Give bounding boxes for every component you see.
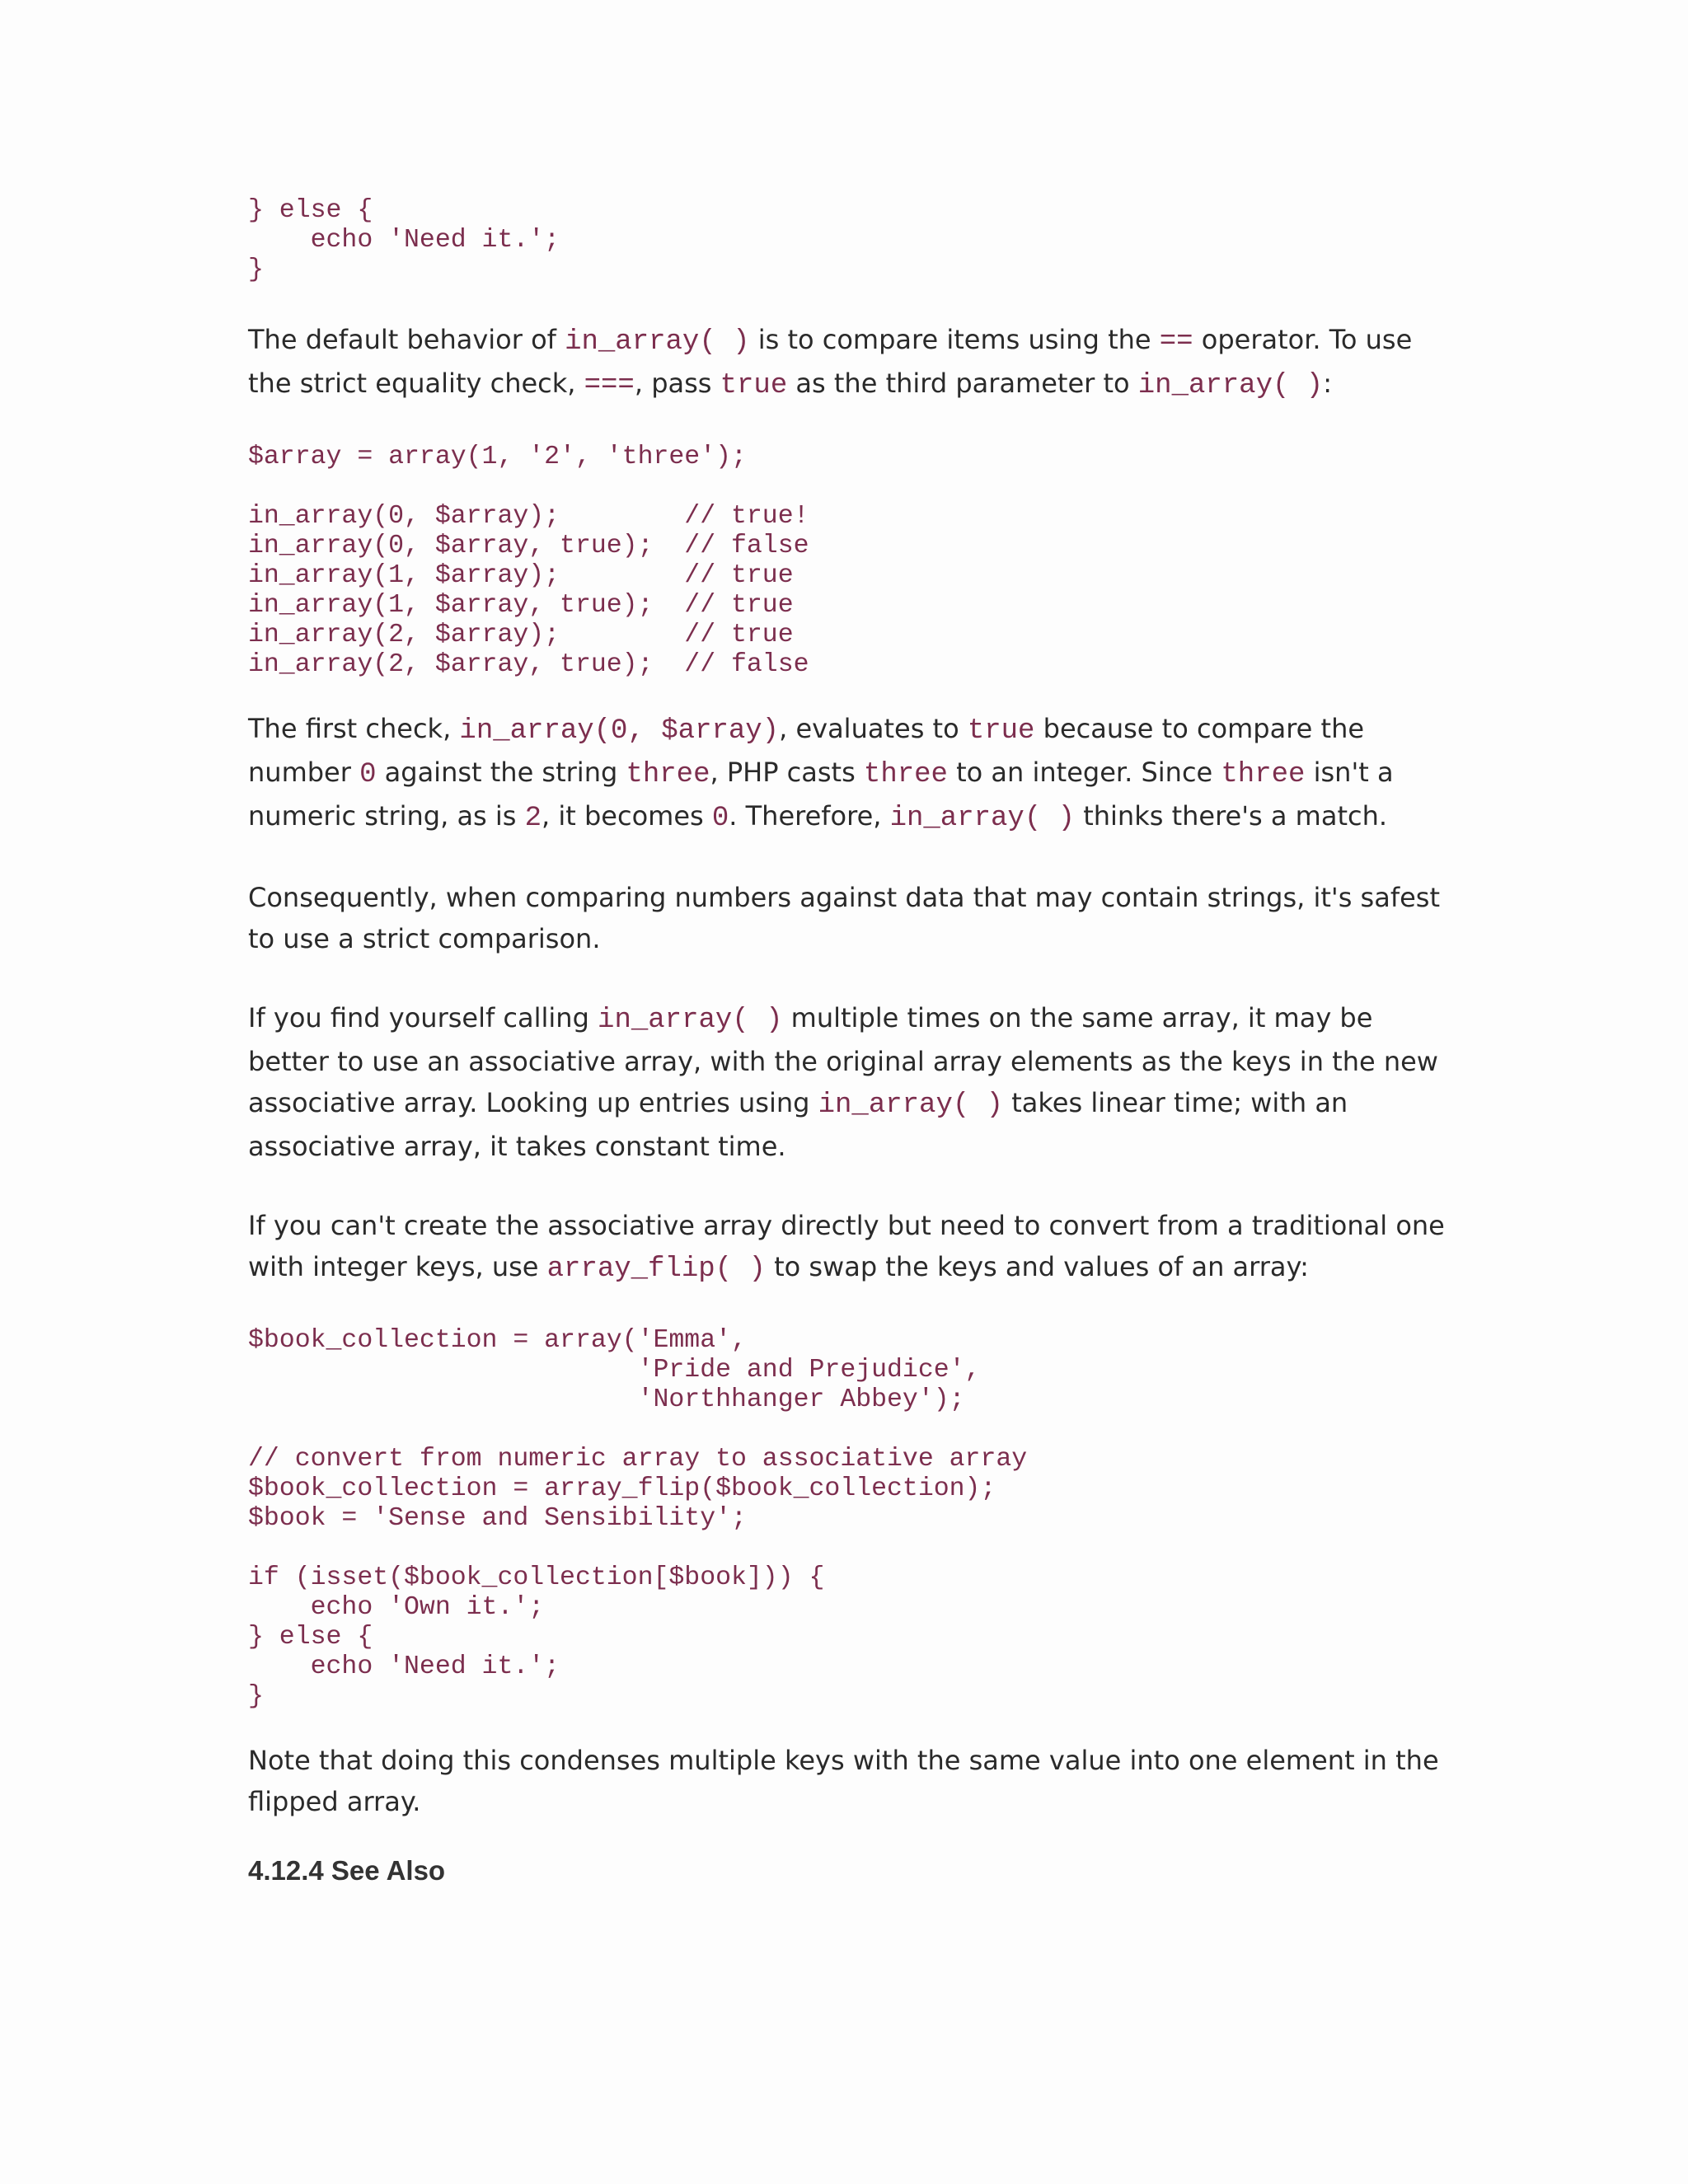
code-block-else: } else { echo 'Need it.'; } (248, 196, 560, 284)
inline-code: in_array( ) (598, 1005, 783, 1036)
document-page (248, 196, 1451, 1886)
paragraph-first-check (248, 708, 1451, 839)
inline-code: array_flip( ) (546, 1254, 766, 1285)
text-span: isn't a numeric string, as is (248, 757, 1394, 832)
text-span: to swap the keys and values of an array: (765, 1251, 1309, 1282)
text-span: to an integer. Since (947, 757, 1221, 788)
text-span: as the third parameter to (787, 368, 1138, 399)
text-span: thinks there's a match. (1075, 800, 1388, 832)
inline-code: three (1221, 759, 1306, 790)
text-span: The first check, (248, 713, 460, 744)
inline-code: three (626, 759, 710, 790)
inline-code: in_array( ) (1137, 370, 1324, 401)
text-span: : (1323, 368, 1332, 399)
inline-code: 0 (359, 759, 377, 790)
inline-code: true (967, 715, 1035, 747)
paragraph-note: Note that doing this condenses multiple keys with the same value into one element in the flipped array. (248, 1745, 1439, 1817)
inline-code: in_array(0, $array) (459, 715, 780, 747)
text-span: operator. To use the strict equality check, (248, 324, 1413, 399)
text-span: , it becomes (542, 800, 712, 832)
inline-code: in_array( ) (889, 803, 1076, 834)
paragraph-default-behavior (248, 319, 1451, 406)
inline-code: 0 (711, 803, 729, 834)
text-span: , evaluates to (779, 713, 968, 744)
section-heading: 4.12.4 See Also (248, 1855, 446, 1886)
inline-code: 2 (524, 803, 542, 834)
text-span: . Therefore, (729, 800, 890, 832)
paragraph-multiple-calls (248, 997, 1451, 1167)
text-span: against the string (376, 757, 626, 788)
text-span: takes linear time; with an associative array, it takes constant time. (248, 1087, 1348, 1162)
inline-code: == (1159, 326, 1193, 358)
text-span: If you can't create the associative array directly but need to convert from a traditional one with integer keys, use (248, 1210, 1445, 1282)
text-span: If you find yourself calling (248, 1002, 598, 1033)
inline-code: === (584, 370, 635, 401)
paragraph-consequently: Consequently, when comparing numbers against data that may contain strings, it's safest to use a strict comparison. (248, 882, 1440, 954)
inline-code: true (720, 370, 788, 401)
text-span: is to compare items using the (749, 324, 1160, 355)
code-block-in-array-examples: $array = array(1, '2', 'three'); in_array(0, $array); // true! in_array(0, $array, true); // false in_array(1, $array); // true in_array(1, $array, true); // true in_array(2, $array); // true in_array(2, $array, true); // false (248, 443, 809, 679)
text-span: The default behavior of (248, 324, 565, 355)
text-span: , pass (634, 368, 720, 399)
inline-code: three (863, 759, 948, 790)
text-span: , PHP casts (710, 757, 864, 788)
paragraph-array-flip (248, 1205, 1451, 1290)
inline-code: in_array( ) (818, 1090, 1004, 1121)
text-span: because to compare the number (248, 713, 1365, 788)
code-block-book-collection: $book_collection = array('Emma', 'Pride and Prejudice', 'Northhanger Abbey'); // convert from numeric array to associative array $book_collection = array_flip($book_collection); $book = 'Sense and Sensibility'; if (isset($book_collection[$book])) { echo 'Own it.'; } else { echo 'Need it.'; } (248, 1326, 1028, 1711)
text-span: multiple times on the same array, it may be better to use an associative array, with the original array elements as the keys in the new associative array. Looking up entries using (248, 1002, 1438, 1118)
inline-code: in_array( ) (565, 326, 750, 358)
